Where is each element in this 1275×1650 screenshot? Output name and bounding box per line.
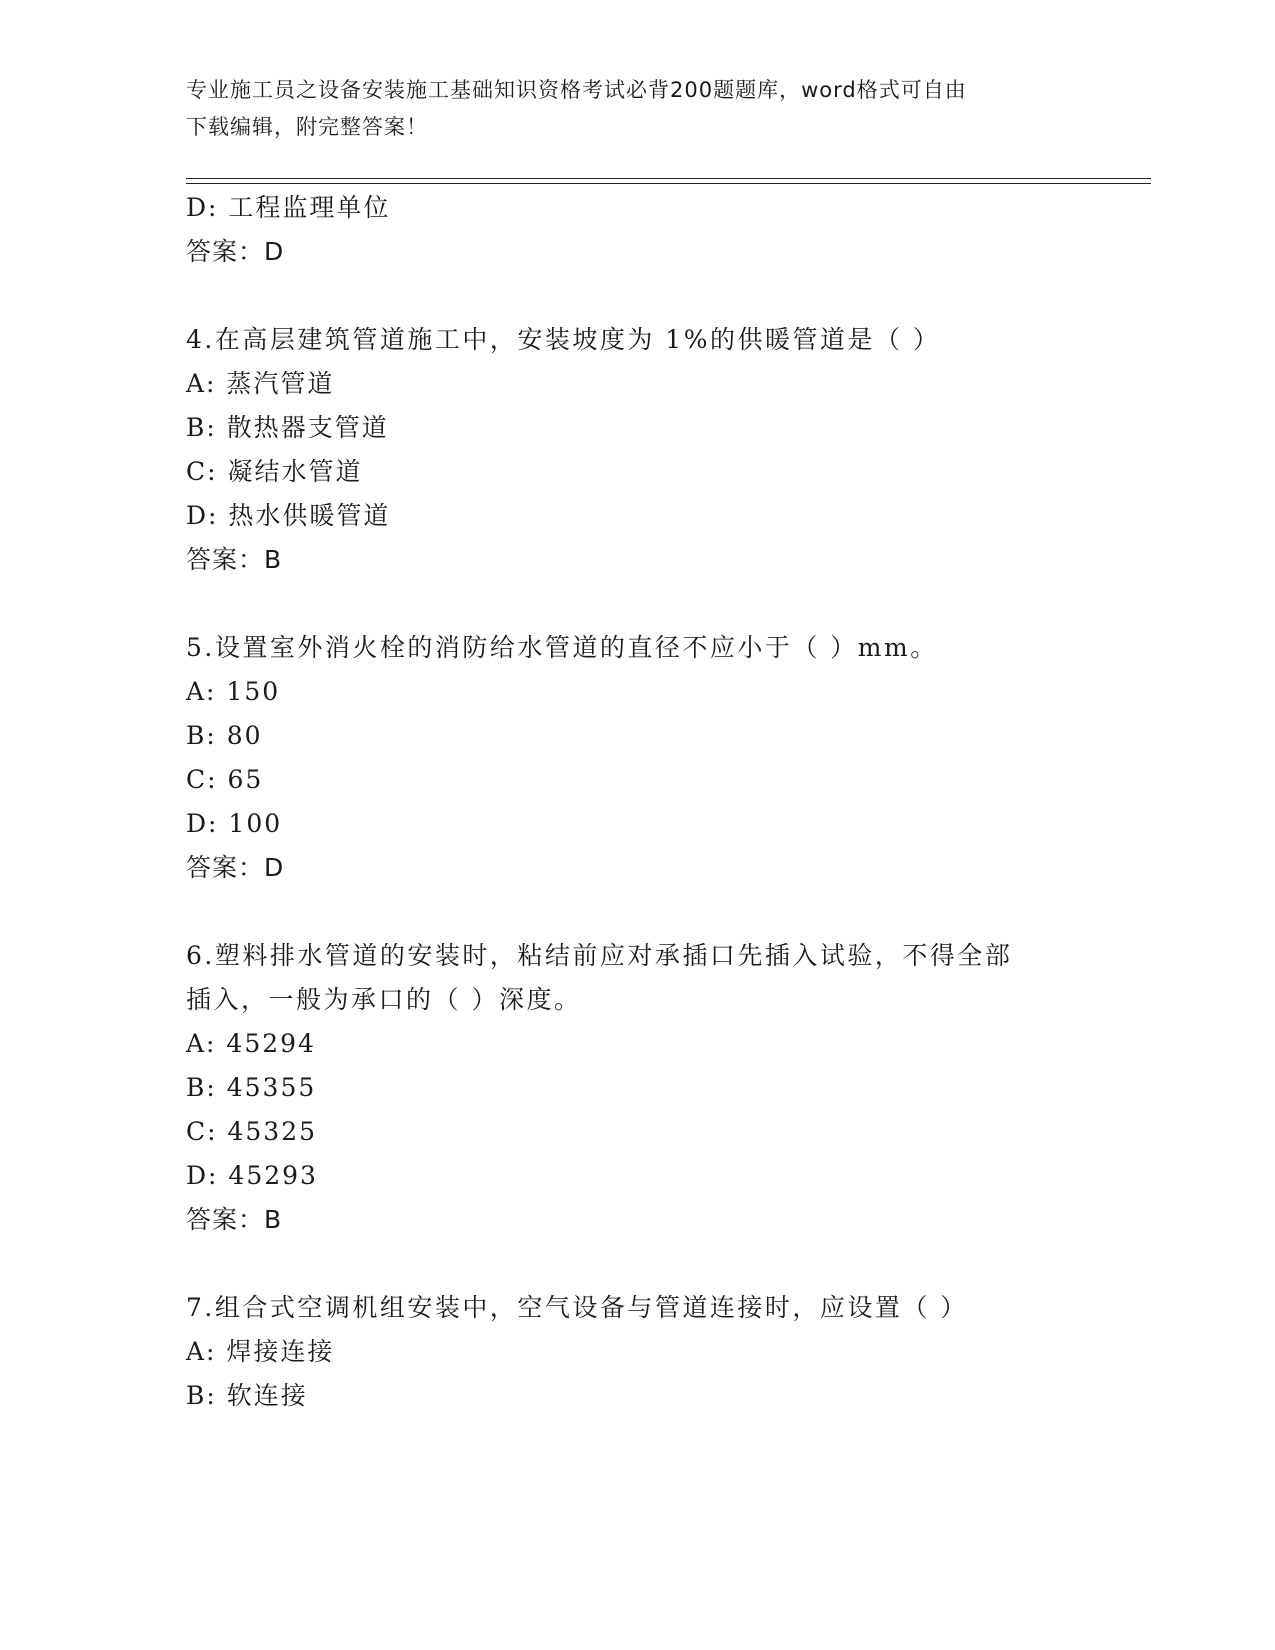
q5-option-c: C: 65 (186, 765, 264, 794)
q4-option-a: A: 蒸汽管道 (186, 369, 335, 398)
q5-answer: 答案：D (186, 853, 285, 882)
q5-option-a: A: 150 (186, 677, 281, 706)
q6-answer: 答案：B (186, 1205, 283, 1234)
header-line-2: 下载编辑，附完整答案！ (186, 115, 428, 139)
q6-stem-line-2: 插入，一般为承口的（ ）深度。 (186, 985, 582, 1014)
q6-stem-line-1: 6.塑料排水管道的安装时，粘结前应对承插口先插入试验，不得全部 (186, 941, 1013, 970)
q3-option-d: D: 工程监理单位 (186, 193, 391, 222)
q4-option-d: D: 热水供暖管道 (186, 501, 391, 530)
q6-option-a: A: 45294 (186, 1029, 316, 1058)
header-divider-top (186, 178, 1151, 179)
q4-stem: 4.在高层建筑管道施工中，安装坡度为 1%的供暖管道是（ ） (186, 325, 941, 354)
q4-option-c: C: 凝结水管道 (186, 457, 363, 486)
q5-stem: 5.设置室外消火栓的消防给水管道的直径不应小于（ ）mm。 (186, 633, 938, 662)
q5-option-d: D: 100 (186, 809, 283, 838)
header-divider-bottom (186, 183, 1151, 184)
q4-answer: 答案：B (186, 545, 283, 574)
q4-option-b: B: 散热器支管道 (186, 413, 389, 442)
header-line-1: 专业施工员之设备安装施工基础知识资格考试必背200题题库，word格式可自由 (186, 78, 967, 102)
q6-option-d: D: 45293 (186, 1161, 318, 1190)
q5-option-b: B: 80 (186, 721, 263, 750)
q6-option-b: B: 45355 (186, 1073, 317, 1102)
q7-option-b: B: 软连接 (186, 1381, 308, 1410)
q6-option-c: C: 45325 (186, 1117, 318, 1146)
q3-answer: 答案：D (186, 237, 285, 266)
document-header (186, 72, 1066, 146)
q7-stem: 7.组合式空调机组安装中，空气设备与管道连接时，应设置（ ） (186, 1293, 968, 1322)
q7-option-a: A: 焊接连接 (186, 1337, 335, 1366)
